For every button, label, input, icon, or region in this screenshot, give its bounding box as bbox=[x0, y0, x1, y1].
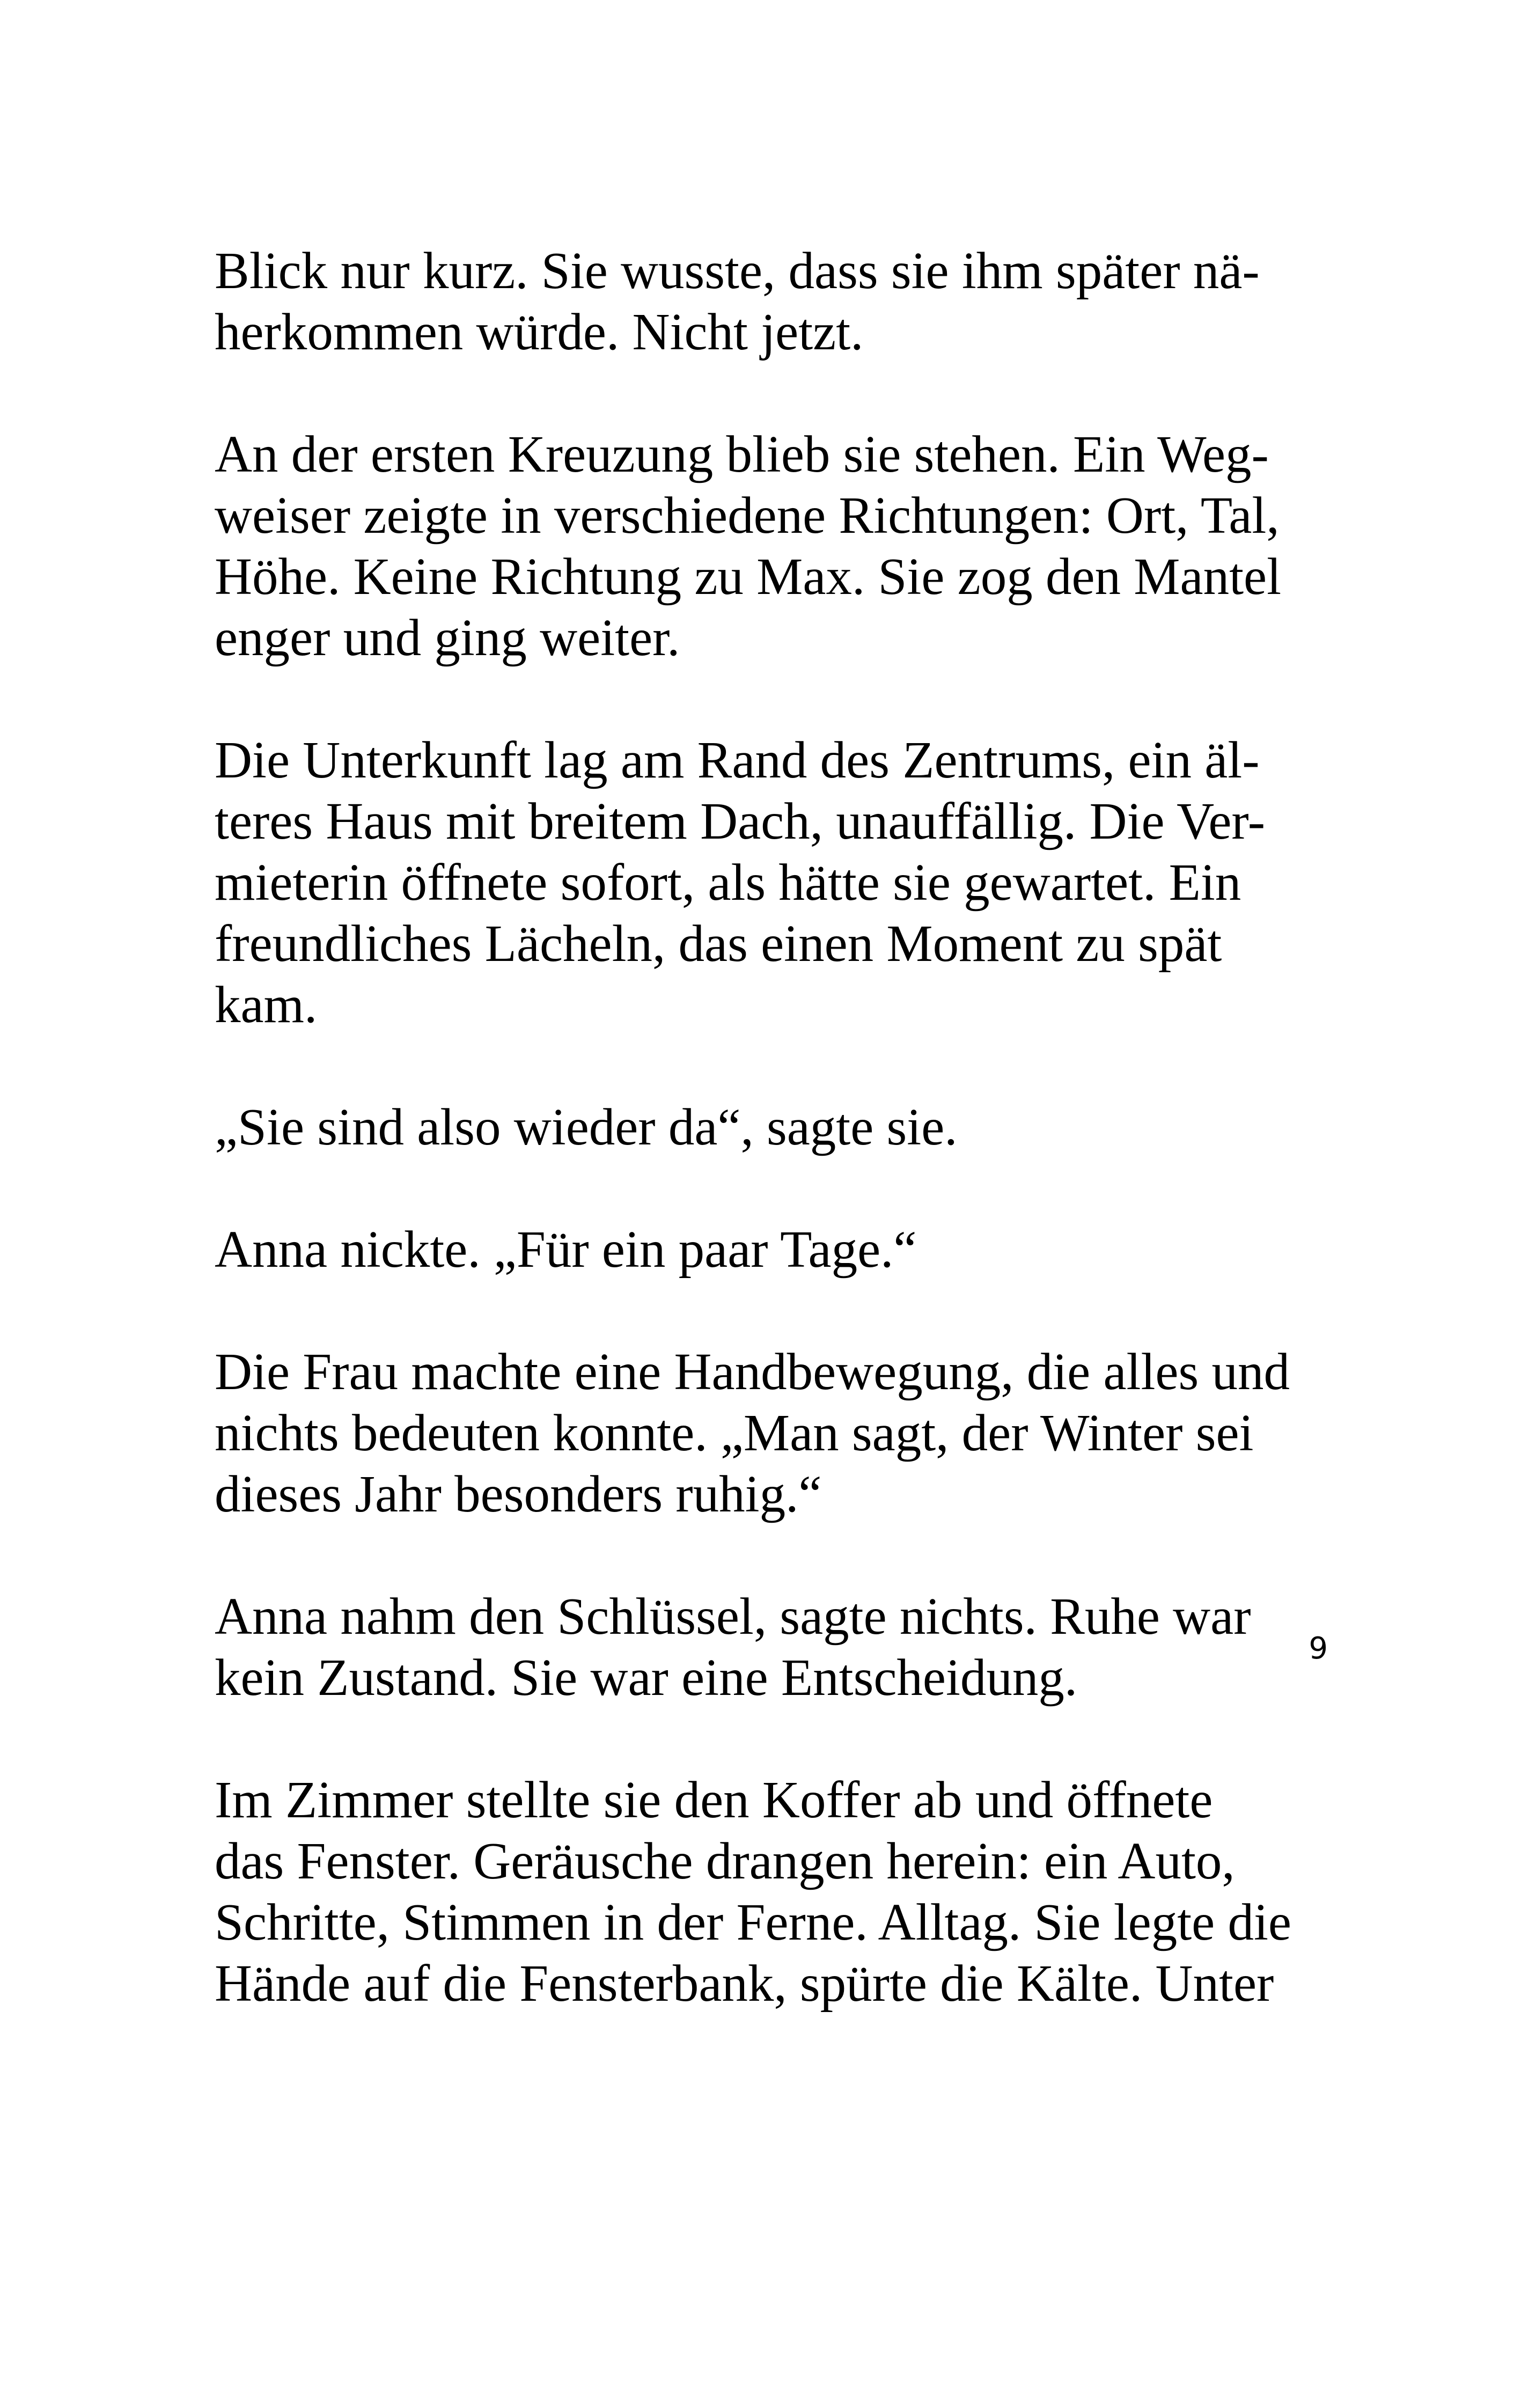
text-line: Im Zimmer stellte sie den Koffer ab und öffnete bbox=[215, 1771, 1213, 1829]
paragraph bbox=[215, 1770, 1331, 2014]
page-number: 9 bbox=[1309, 1631, 1328, 1666]
text-line: herkommen würde. Nicht jetzt. bbox=[215, 303, 864, 361]
text-line: Die Frau machte eine Handbewegung, die alles und bbox=[215, 1343, 1290, 1400]
body-text bbox=[215, 240, 1331, 2014]
paragraph bbox=[215, 1586, 1331, 1708]
paragraph bbox=[215, 730, 1331, 1036]
text-line: dieses Jahr besonders ruhig.“ bbox=[215, 1465, 822, 1523]
text-line: Anna nickte. „Für ein paar Tage.“ bbox=[215, 1221, 917, 1278]
text-line: enger und ging weiter. bbox=[215, 609, 680, 666]
text-line: Schritte, Stimmen in der Ferne. Alltag. Sie legte die bbox=[215, 1893, 1291, 1951]
text-line: freundliches Lächeln, das einen Moment zu spät bbox=[215, 915, 1222, 972]
paragraph bbox=[215, 1097, 1331, 1158]
text-line: mieterin öffnete sofort, als hätte sie gewartet. Ein bbox=[215, 854, 1241, 911]
text-line: An der ersten Kreuzung blieb sie stehen. Ein Weg- bbox=[215, 425, 1269, 483]
paragraph bbox=[215, 1219, 1331, 1280]
paragraph bbox=[215, 1341, 1331, 1525]
text-line: Anna nahm den Schlüssel, sagte nichts. Ruhe war bbox=[215, 1588, 1251, 1645]
text-line: Hände auf die Fensterbank, spürte die Kälte. Unter bbox=[215, 1955, 1274, 2012]
paragraph bbox=[215, 424, 1331, 669]
text-line: weiser zeigte in verschiedene Richtungen: Ort, Tal, bbox=[215, 487, 1280, 544]
text-line: „Sie sind also wieder da“, sagte sie. bbox=[215, 1098, 958, 1156]
text-line: nichts bedeuten konnte. „Man sagt, der Winter sei bbox=[215, 1404, 1254, 1462]
paragraph bbox=[215, 240, 1331, 363]
text-line: kam. bbox=[215, 976, 318, 1033]
text-line: Die Unterkunft lag am Rand des Zentrums, ein äl- bbox=[215, 731, 1260, 789]
text-line: Höhe. Keine Richtung zu Max. Sie zog den Mantel bbox=[215, 548, 1282, 605]
text-line: Blick nur kurz. Sie wusste, dass sie ihm später nä- bbox=[215, 242, 1260, 299]
text-line: das Fenster. Geräusche drangen herein: ein Auto, bbox=[215, 1832, 1235, 1890]
text-line: teres Haus mit breitem Dach, unauffällig. Die Ver- bbox=[215, 792, 1266, 850]
text-line: kein Zustand. Sie war eine Entscheidung. bbox=[215, 1649, 1078, 1706]
